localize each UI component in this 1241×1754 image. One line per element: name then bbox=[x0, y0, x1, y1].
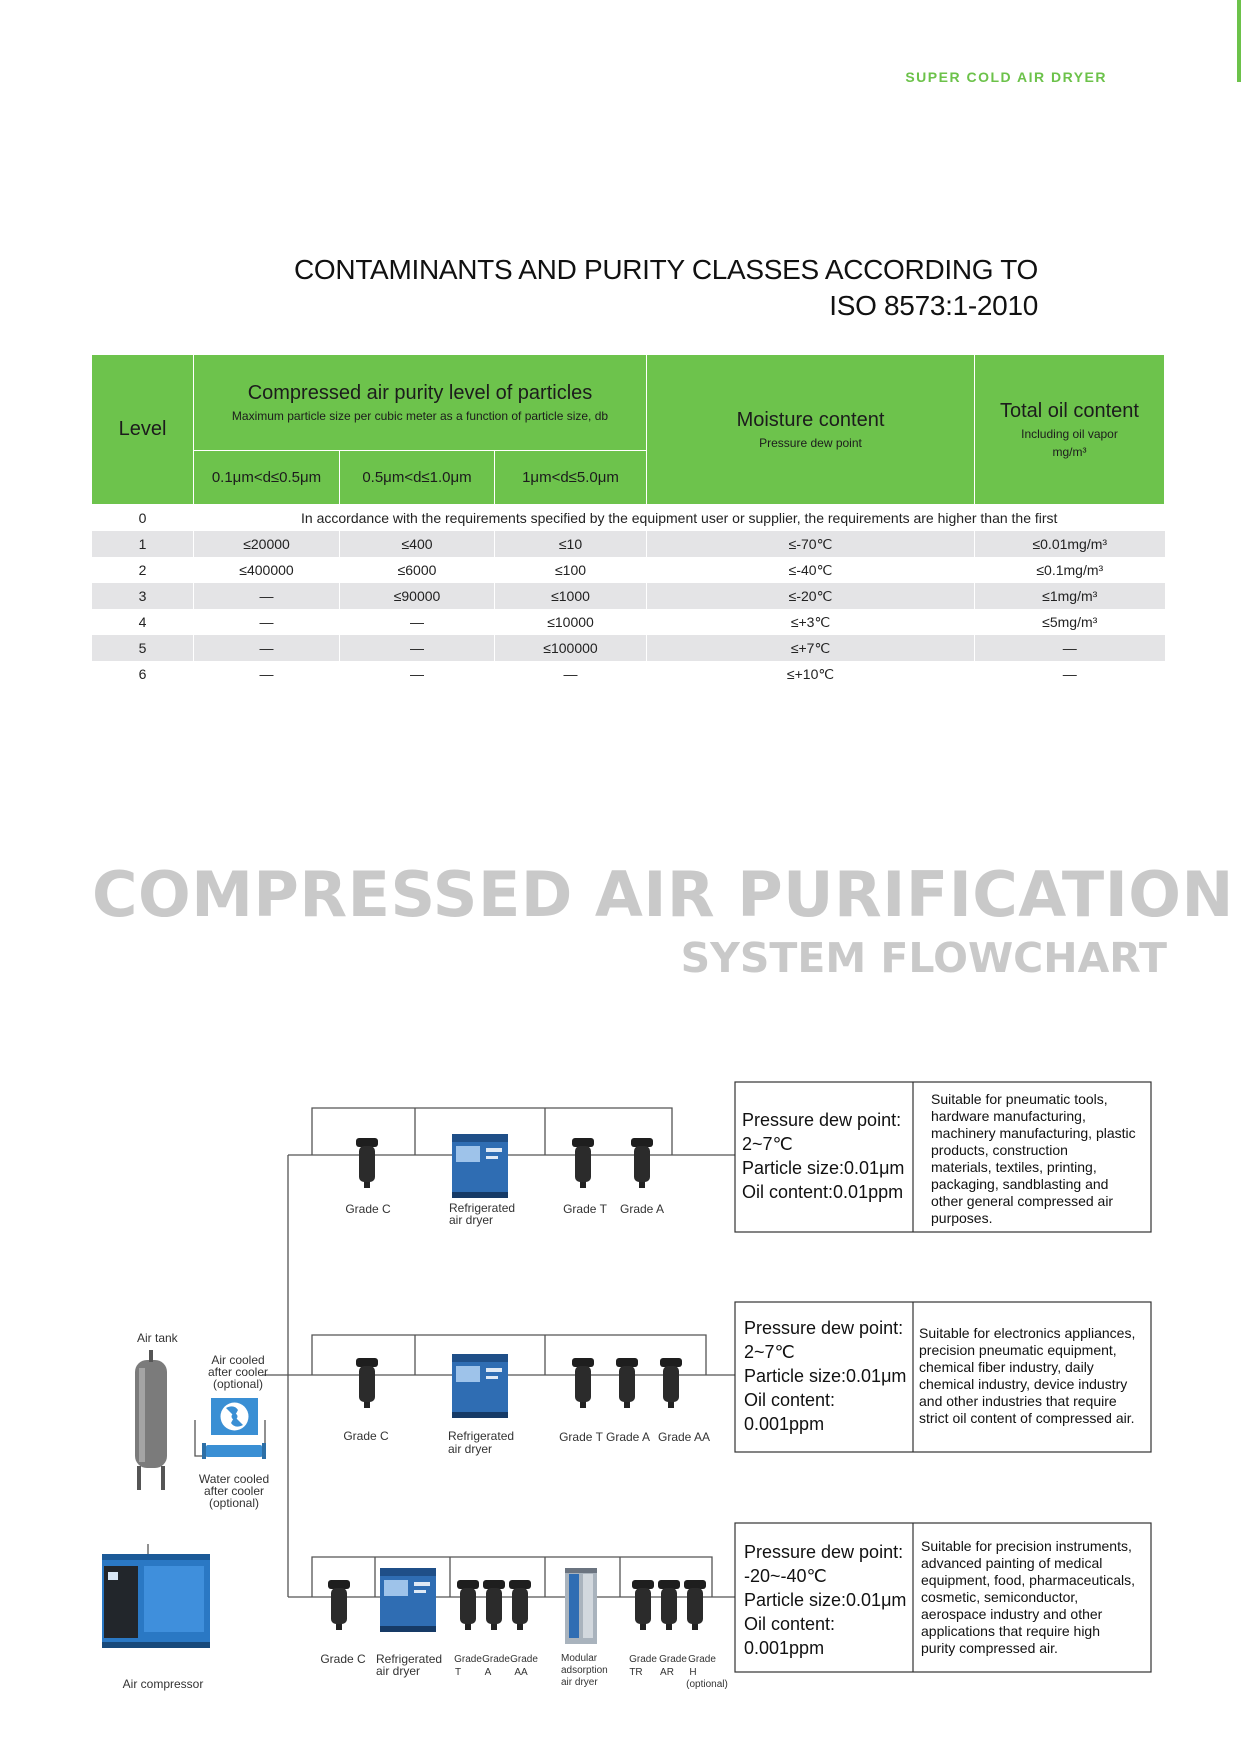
use-line: products, construction bbox=[931, 1142, 1068, 1158]
use-line: materials, textiles, printing, bbox=[931, 1159, 1097, 1175]
use-line: cosmetic, semiconductor, bbox=[921, 1589, 1079, 1605]
label-grade: Grade bbox=[482, 1654, 510, 1665]
dew-cell: ≤-40℃ bbox=[647, 557, 975, 583]
spec-line: 2~7℃ bbox=[742, 1134, 793, 1154]
filter-grade-t-icon bbox=[572, 1138, 594, 1188]
dew-cell: ≤-70℃ bbox=[647, 531, 975, 557]
oil-cell: ≤0.1mg/m³ bbox=[975, 557, 1165, 583]
particle-cell: — bbox=[194, 583, 340, 609]
level-cell: 5 bbox=[92, 635, 194, 661]
oil-header bbox=[975, 355, 1165, 505]
label-grade-aa: Grade AA bbox=[657, 1430, 711, 1444]
particle-cell: — bbox=[495, 661, 647, 687]
oil-header-title: Total oil content bbox=[1000, 400, 1139, 422]
running-head: SUPER COLD AIR DRYER bbox=[905, 69, 1107, 85]
air-cooler-label-1: Air cooled bbox=[211, 1353, 265, 1367]
flowchart-diagram bbox=[0, 1060, 1241, 1754]
label-grade-t: Grade T bbox=[559, 1430, 603, 1444]
refrigerated-dryer-icon bbox=[380, 1568, 436, 1632]
label-optional: (optional) bbox=[686, 1679, 728, 1690]
level-cell: 6 bbox=[92, 661, 194, 687]
dew-cell: ≤+3℃ bbox=[647, 609, 975, 635]
table-title-line1: CONTAMINANTS AND PURITY CLASSES ACCORDING TO bbox=[294, 254, 1038, 285]
table-row bbox=[92, 505, 1165, 532]
air-compressor-icon bbox=[102, 1554, 210, 1648]
label-dryer-2: air dryer bbox=[449, 1213, 494, 1227]
use-line: purposes. bbox=[931, 1210, 993, 1226]
label-grade-c: Grade C bbox=[343, 1429, 389, 1443]
size-range-1: 0.1μm<d≤0.5μm bbox=[194, 451, 340, 505]
spec-line: Particle size:0.01μm bbox=[744, 1590, 907, 1610]
table-row bbox=[92, 661, 1165, 687]
use-line: precision pneumatic equipment, bbox=[919, 1342, 1117, 1358]
label-grade-h: H bbox=[689, 1667, 697, 1678]
moisture-header-title: Moisture content bbox=[736, 409, 885, 431]
particle-cell: — bbox=[194, 635, 340, 661]
accent-bar bbox=[1237, 0, 1241, 82]
label-grade: Grade bbox=[629, 1654, 657, 1665]
oil-cell: — bbox=[975, 635, 1165, 661]
level-cell: 3 bbox=[92, 583, 194, 609]
table-title bbox=[294, 252, 1038, 324]
label-grade-aa: AA bbox=[514, 1667, 528, 1678]
air-compressor-label: Air compressor bbox=[122, 1677, 204, 1691]
use-line: other general compressed air bbox=[931, 1193, 1114, 1209]
label-grade-c: Grade C bbox=[345, 1202, 391, 1216]
use-line: purity compressed air. bbox=[921, 1640, 1058, 1656]
spec-line: 2~7℃ bbox=[744, 1342, 795, 1362]
filter-grade-c-icon bbox=[328, 1580, 350, 1630]
label-grade-t: Grade T bbox=[563, 1202, 607, 1216]
use-line: Suitable for pneumatic tools, bbox=[931, 1091, 1108, 1107]
spec-line: Pressure dew point: bbox=[744, 1542, 904, 1562]
filter-grade-t-icon bbox=[572, 1358, 594, 1408]
size-range-3: 1μm<d≤5.0μm bbox=[495, 451, 647, 505]
size-range-2: 0.5μm<d≤1.0μm bbox=[340, 451, 495, 505]
section-title-line1: COMPRESSED AIR PURIFICATION bbox=[92, 858, 1234, 931]
table-title-line2: ISO 8573:1-2010 bbox=[829, 290, 1038, 321]
water-cooler-label-2: after cooler bbox=[203, 1484, 265, 1498]
particle-cell: — bbox=[340, 609, 495, 635]
use-line: Suitable for precision instruments, bbox=[921, 1538, 1132, 1554]
particle-cell: ≤100 bbox=[495, 557, 647, 583]
particle-cell: — bbox=[194, 609, 340, 635]
use-line: chemical industry, device industry bbox=[919, 1376, 1128, 1392]
particle-cell: ≤90000 bbox=[340, 583, 495, 609]
use-line: machinery manufacturing, plastic bbox=[931, 1125, 1136, 1141]
spec-box-1 bbox=[735, 1082, 1151, 1232]
label-grade: Grade bbox=[659, 1654, 687, 1665]
level-header: Level bbox=[92, 355, 194, 505]
filter-grade-ar-icon bbox=[658, 1580, 680, 1630]
particle-cell: — bbox=[194, 661, 340, 687]
level-cell: 4 bbox=[92, 609, 194, 635]
label-grade-t: T bbox=[454, 1667, 462, 1678]
filter-grade-c-icon bbox=[356, 1358, 378, 1408]
filter-grade-h-icon bbox=[684, 1580, 706, 1630]
particle-cell: ≤400 bbox=[340, 531, 495, 557]
spec-line: Oil content: bbox=[744, 1614, 836, 1634]
air-cooler-label-2: after cooler bbox=[207, 1365, 269, 1379]
label-grade: Grade bbox=[510, 1654, 538, 1665]
particle-cell: — bbox=[340, 661, 495, 687]
label-dryer-2: air dryer bbox=[448, 1442, 493, 1456]
label-grade: Grade bbox=[688, 1654, 716, 1665]
spec-line: Pressure dew point: bbox=[744, 1318, 904, 1338]
filter-grade-t-icon bbox=[457, 1580, 479, 1630]
label-modular-2: adsorption bbox=[561, 1665, 608, 1676]
use-line: Suitable for electronics appliances, bbox=[919, 1325, 1136, 1341]
section-title-line2: SYSTEM FLOWCHART bbox=[680, 934, 1167, 982]
water-cooler-label-1: Water cooled bbox=[198, 1472, 270, 1486]
spec-line: Particle size:0.01μm bbox=[744, 1366, 907, 1386]
label-modular-3: air dryer bbox=[561, 1677, 598, 1688]
refrigerated-dryer-icon bbox=[452, 1354, 508, 1418]
table-row bbox=[92, 531, 1165, 557]
dew-cell: ≤+10℃ bbox=[647, 661, 975, 687]
filter-grade-c-icon bbox=[356, 1138, 378, 1188]
oil-header-sub: Including oil vapor bbox=[1021, 427, 1118, 441]
label-grade-a: Grade A bbox=[619, 1202, 665, 1216]
particle-header-title: Compressed air purity level of particles bbox=[247, 382, 593, 404]
moisture-header bbox=[647, 355, 975, 505]
table-row bbox=[92, 609, 1165, 635]
spec-line: 0.001ppm bbox=[744, 1414, 825, 1434]
oil-cell: ≤0.01mg/m³ bbox=[975, 531, 1165, 557]
water-cooler-label-3: (optional) bbox=[208, 1496, 260, 1510]
table-row bbox=[92, 557, 1165, 583]
level0-note: In accordance with the requirements specified by the equipment user or supplier, the requirements are higher than the first bbox=[194, 505, 1165, 532]
label-grade-a: Grade A bbox=[605, 1430, 651, 1444]
label-dryer-1: Refrigerated bbox=[448, 1429, 515, 1443]
air-tank-icon bbox=[135, 1350, 167, 1490]
filter-grade-aa-icon bbox=[660, 1358, 682, 1408]
spec-line: Pressure dew point: bbox=[742, 1110, 902, 1130]
spec-line: Oil content: bbox=[744, 1390, 836, 1410]
fan-icon bbox=[211, 1398, 258, 1435]
purity-table bbox=[91, 354, 1165, 687]
spec-line: Oil content:0.01ppm bbox=[742, 1182, 904, 1202]
use-line: hardware manufacturing, bbox=[931, 1108, 1086, 1124]
particle-cell: ≤1000 bbox=[495, 583, 647, 609]
refrigerated-dryer-icon bbox=[452, 1134, 508, 1198]
filter-grade-aa-icon bbox=[509, 1580, 531, 1630]
label-grade-ar: AR bbox=[660, 1667, 674, 1678]
use-line: chemical fiber industry, daily bbox=[919, 1359, 1094, 1375]
air-cooler-label-3: (optional) bbox=[212, 1377, 264, 1391]
use-line: packaging, sandblasting and bbox=[931, 1176, 1109, 1192]
use-line: advanced painting of medical bbox=[921, 1555, 1103, 1571]
particle-cell: ≤10000 bbox=[495, 609, 647, 635]
label-dryer-2: air dryer bbox=[376, 1664, 421, 1678]
label-grade-a: A bbox=[484, 1667, 492, 1678]
level-cell: 1 bbox=[92, 531, 194, 557]
oil-cell: ≤1mg/m³ bbox=[975, 583, 1165, 609]
use-line: equipment, food, pharmaceuticals, bbox=[921, 1572, 1136, 1588]
filter-grade-tr-icon bbox=[632, 1580, 654, 1630]
label-modular-1: Modular bbox=[561, 1653, 598, 1664]
use-line: applications that require high bbox=[921, 1623, 1101, 1639]
filter-grade-a-icon bbox=[616, 1358, 638, 1408]
table-row bbox=[92, 583, 1165, 609]
particle-cell: ≤20000 bbox=[194, 531, 340, 557]
dew-cell: ≤+7℃ bbox=[647, 635, 975, 661]
label-grade-tr: TR bbox=[629, 1667, 643, 1678]
level-cell: 2 bbox=[92, 557, 194, 583]
spec-line: -20~-40℃ bbox=[744, 1566, 827, 1586]
filter-grade-a-icon bbox=[483, 1580, 505, 1630]
spec-line: Particle size:0.01μm bbox=[742, 1158, 905, 1178]
moisture-header-sub: Pressure dew point bbox=[759, 436, 862, 450]
label-grade-c: Grade C bbox=[320, 1652, 366, 1666]
particle-cell: ≤100000 bbox=[495, 635, 647, 661]
level-cell: 0 bbox=[92, 505, 194, 532]
use-line: aerospace industry and other bbox=[921, 1606, 1103, 1622]
label-dryer-1: Refrigerated bbox=[449, 1201, 516, 1215]
spec-box-2 bbox=[735, 1302, 1151, 1452]
oil-cell: ≤5mg/m³ bbox=[975, 609, 1165, 635]
modular-adsorption-dryer-icon bbox=[565, 1568, 597, 1644]
use-line: and other industries that require bbox=[919, 1393, 1117, 1409]
particle-cell: ≤10 bbox=[495, 531, 647, 557]
particle-header bbox=[194, 355, 647, 451]
oil-cell: — bbox=[975, 661, 1165, 687]
spec-line: 0.001ppm bbox=[744, 1638, 825, 1658]
oil-header-unit: mg/m³ bbox=[1052, 445, 1087, 459]
air-tank-label: Air tank bbox=[137, 1331, 178, 1345]
label-dryer-1: Refrigerated bbox=[376, 1652, 443, 1666]
spec-box-3 bbox=[735, 1523, 1151, 1672]
label-grade: Grade bbox=[454, 1654, 482, 1665]
particle-cell: ≤6000 bbox=[340, 557, 495, 583]
table-row bbox=[92, 635, 1165, 661]
use-line: strict oil content of compressed air. bbox=[919, 1410, 1135, 1426]
particle-cell: ≤400000 bbox=[194, 557, 340, 583]
particle-cell: — bbox=[340, 635, 495, 661]
particle-header-sub: Maximum particle size per cubic meter as a function of particle size, db bbox=[231, 409, 609, 423]
filter-grade-a-icon bbox=[631, 1138, 653, 1188]
dew-cell: ≤-20℃ bbox=[647, 583, 975, 609]
water-cooler-icon bbox=[202, 1443, 266, 1459]
